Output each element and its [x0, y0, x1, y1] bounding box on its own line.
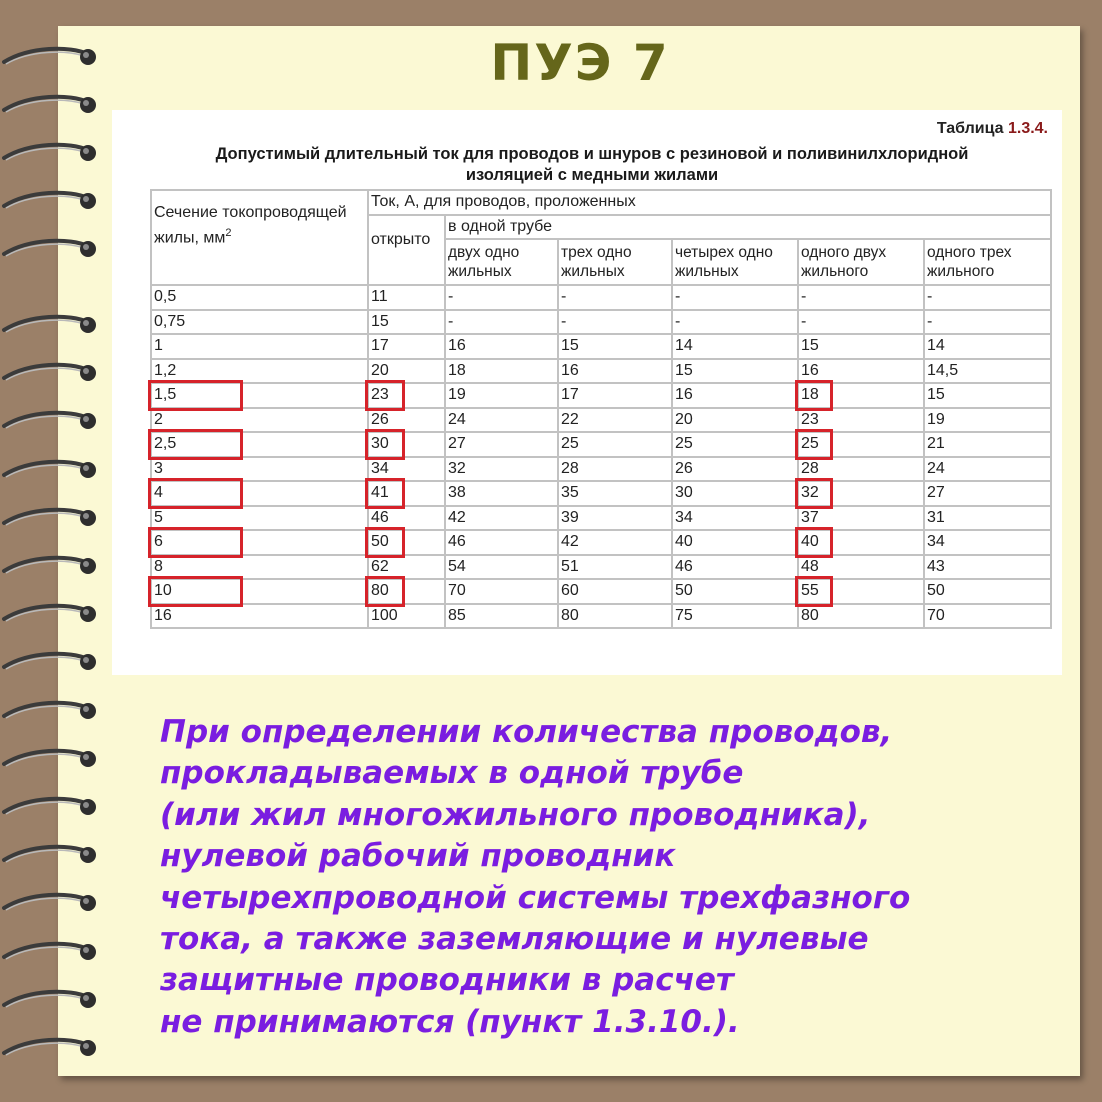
current-table	[150, 189, 1052, 629]
table-cell: 39	[558, 506, 672, 531]
header-section-text: Сечение токопроводящей жилы, мм	[154, 204, 347, 247]
table-cell: 50	[924, 579, 1051, 604]
table-cell: 30	[672, 481, 798, 506]
table-cell: 3	[151, 457, 368, 482]
table-cell: 16	[445, 334, 558, 359]
page-title: ПУЭ 7	[490, 34, 670, 92]
spiral-binding-ring-icon	[0, 310, 104, 338]
header-current: Ток, А, для проводов, проложенных	[368, 190, 1051, 215]
table-row	[151, 310, 1051, 335]
highlight-box	[148, 576, 243, 607]
table-cell: 19	[445, 383, 558, 408]
table-cell: 22	[558, 408, 672, 433]
highlight-box	[148, 527, 243, 558]
table-cell: 0,5	[151, 285, 368, 310]
table-cell: 21	[924, 432, 1051, 457]
table-cell: 40	[798, 530, 924, 555]
note-line: (или жил многожильного проводника),	[160, 796, 871, 833]
table-cell: 35	[558, 481, 672, 506]
table-cell: 20	[672, 408, 798, 433]
table-cell: 11	[368, 285, 445, 310]
table-cell: 1,2	[151, 359, 368, 384]
table-cell: 70	[924, 604, 1051, 629]
table-number-value: 1.3.4.	[1007, 120, 1048, 137]
table-cell: 15	[798, 334, 924, 359]
header-sub-0: двух одно жильных	[445, 239, 558, 285]
table-row	[151, 604, 1051, 629]
table-cell: 31	[924, 506, 1051, 531]
table-cell: 5	[151, 506, 368, 531]
table-row	[151, 408, 1051, 433]
table-cell: 42	[445, 506, 558, 531]
header-in-one-pipe: в одной трубе	[445, 215, 1051, 240]
table-cell: 18	[798, 383, 924, 408]
table-cell: 19	[924, 408, 1051, 433]
table-cell: 26	[368, 408, 445, 433]
spiral-binding-ring-icon	[0, 888, 104, 916]
table-cell: -	[672, 285, 798, 310]
table-cell: 16	[798, 359, 924, 384]
header-sub-1: трех одно жильных	[558, 239, 672, 285]
table-row	[151, 285, 1051, 310]
table-cell: 34	[368, 457, 445, 482]
table-cell: 50	[368, 530, 445, 555]
table-cell: 28	[798, 457, 924, 482]
table-cell: 15	[368, 310, 445, 335]
table-cell: 70	[445, 579, 558, 604]
table-cell: 41	[368, 481, 445, 506]
spiral-binding-ring-icon	[0, 840, 104, 868]
table-cell: 28	[558, 457, 672, 482]
highlight-box	[148, 380, 243, 411]
table-cell: 15	[924, 383, 1051, 408]
table-cell: 16	[151, 604, 368, 629]
note-line: не принимаются (пункт 1.3.10.).	[160, 1003, 740, 1040]
table-cell: 6	[151, 530, 368, 555]
table-cell: -	[924, 310, 1051, 335]
table-cell: -	[672, 310, 798, 335]
table-cell: 27	[924, 481, 1051, 506]
table-cell: -	[798, 285, 924, 310]
table-cell: 8	[151, 555, 368, 580]
spiral-binding-ring-icon	[0, 138, 104, 166]
note-line: четырехпроводной системы трехфазного	[160, 879, 911, 916]
caption-line-2: изоляцией с медными жилами	[465, 166, 719, 184]
table-cell: 17	[558, 383, 672, 408]
table-cell: -	[924, 285, 1051, 310]
table-cell: 34	[672, 506, 798, 531]
highlight-box	[795, 478, 833, 509]
highlight-box	[365, 576, 405, 607]
table-cell: 100	[368, 604, 445, 629]
header-section-sup: 2	[225, 227, 232, 239]
spiral-binding-ring-icon	[0, 985, 104, 1013]
table-sheet	[112, 110, 1062, 675]
table-row	[151, 481, 1051, 506]
highlight-box	[795, 527, 833, 558]
highlight-box	[148, 478, 243, 509]
table-cell: 85	[445, 604, 558, 629]
table-cell: 15	[558, 334, 672, 359]
table-cell: 32	[445, 457, 558, 482]
table-cell: 2	[151, 408, 368, 433]
table-cell: 27	[445, 432, 558, 457]
spiral-binding-ring-icon	[0, 90, 104, 118]
table-cell: 18	[445, 359, 558, 384]
highlight-box	[365, 429, 405, 460]
table-cell: 46	[368, 506, 445, 531]
table-cell: 25	[672, 432, 798, 457]
table-cell: 1,5	[151, 383, 368, 408]
table-cell: 40	[672, 530, 798, 555]
note-line: защитные проводники в расчет	[160, 962, 734, 999]
caption-line-1: Допустимый длительный ток для проводов и шнуров с резиновой и поливинилхлоридной	[215, 145, 969, 163]
note-line: тока, а также заземляющие и нулевые	[160, 921, 869, 958]
spiral-binding-ring-icon	[0, 186, 104, 214]
table-cell: 20	[368, 359, 445, 384]
highlight-box	[795, 429, 833, 460]
table-cell: -	[558, 310, 672, 335]
table-cell: 25	[798, 432, 924, 457]
table-cell: 51	[558, 555, 672, 580]
spiral-binding-ring-icon	[0, 358, 104, 386]
table-row	[151, 383, 1051, 408]
table-cell: 80	[558, 604, 672, 629]
table-number-prefix: Таблица	[936, 120, 1008, 137]
spiral-binding-ring-icon	[0, 744, 104, 772]
spiral-binding-ring-icon	[0, 1033, 104, 1061]
spiral-binding-ring-icon	[0, 696, 104, 724]
highlight-box	[365, 527, 405, 558]
table-cell: -	[445, 285, 558, 310]
table-cell: 23	[368, 383, 445, 408]
table-cell: 80	[368, 579, 445, 604]
table-cell: 14	[924, 334, 1051, 359]
table-cell: -	[445, 310, 558, 335]
table-cell: 48	[798, 555, 924, 580]
table-row	[151, 579, 1051, 604]
table-caption	[142, 144, 1042, 186]
table-cell: 10	[151, 579, 368, 604]
header-open: открыто	[368, 215, 445, 286]
header-sub-4: одного трех жильного	[924, 239, 1051, 285]
table-cell: 4	[151, 481, 368, 506]
table-cell: -	[558, 285, 672, 310]
table-cell: 46	[445, 530, 558, 555]
spiral-binding-ring-icon	[0, 647, 104, 675]
note-line: При определении количества проводов,	[160, 714, 893, 750]
spiral-binding-ring-icon	[0, 406, 104, 434]
table-cell: 2,5	[151, 432, 368, 457]
table-cell: 75	[672, 604, 798, 629]
highlight-box	[148, 429, 243, 460]
table-cell: 26	[672, 457, 798, 482]
highlight-box	[365, 478, 405, 509]
header-sub-2: четырех одно жильных	[672, 239, 798, 285]
table-cell: 30	[368, 432, 445, 457]
highlight-box	[365, 380, 405, 411]
table-cell: 32	[798, 481, 924, 506]
spiral-binding-ring-icon	[0, 455, 104, 483]
table-row	[151, 530, 1051, 555]
table-row	[151, 334, 1051, 359]
table-cell: 80	[798, 604, 924, 629]
highlight-box	[795, 576, 833, 607]
table-number	[937, 120, 1048, 138]
table-cell: 42	[558, 530, 672, 555]
table-cell: 37	[798, 506, 924, 531]
spiral-binding-ring-icon	[0, 551, 104, 579]
note-line: прокладываемых в одной трубе	[160, 755, 744, 792]
header-section	[151, 190, 368, 285]
spiral-binding-ring-icon	[0, 792, 104, 820]
table-cell: 16	[672, 383, 798, 408]
spiral-binding-ring-icon	[0, 599, 104, 627]
spiral-binding-ring-icon	[0, 503, 104, 531]
table-cell: 54	[445, 555, 558, 580]
table-row	[151, 359, 1051, 384]
table-cell: 46	[672, 555, 798, 580]
note-text	[160, 712, 1060, 1043]
spiral-binding-ring-icon	[0, 937, 104, 965]
header-sub-3: одного двух жильного	[798, 239, 924, 285]
table-cell: 14	[672, 334, 798, 359]
table-cell: 24	[445, 408, 558, 433]
table-cell: 62	[368, 555, 445, 580]
table-row	[151, 432, 1051, 457]
table-cell: 23	[798, 408, 924, 433]
table-cell: 1	[151, 334, 368, 359]
table-cell: 24	[924, 457, 1051, 482]
table-cell: 50	[672, 579, 798, 604]
table-cell: 38	[445, 481, 558, 506]
table-row	[151, 555, 1051, 580]
table-cell: 17	[368, 334, 445, 359]
table-cell: -	[798, 310, 924, 335]
table-cell: 15	[672, 359, 798, 384]
table-cell: 43	[924, 555, 1051, 580]
table-cell: 0,75	[151, 310, 368, 335]
table-cell: 14,5	[924, 359, 1051, 384]
table-cell: 34	[924, 530, 1051, 555]
table-cell: 60	[558, 579, 672, 604]
table-cell: 55	[798, 579, 924, 604]
table-cell: 16	[558, 359, 672, 384]
table-cell: 25	[558, 432, 672, 457]
note-line: нулевой рабочий проводник	[160, 838, 676, 875]
table-row	[151, 506, 1051, 531]
highlight-box	[795, 380, 833, 411]
table-row	[151, 457, 1051, 482]
spiral-binding-ring-icon	[0, 234, 104, 262]
